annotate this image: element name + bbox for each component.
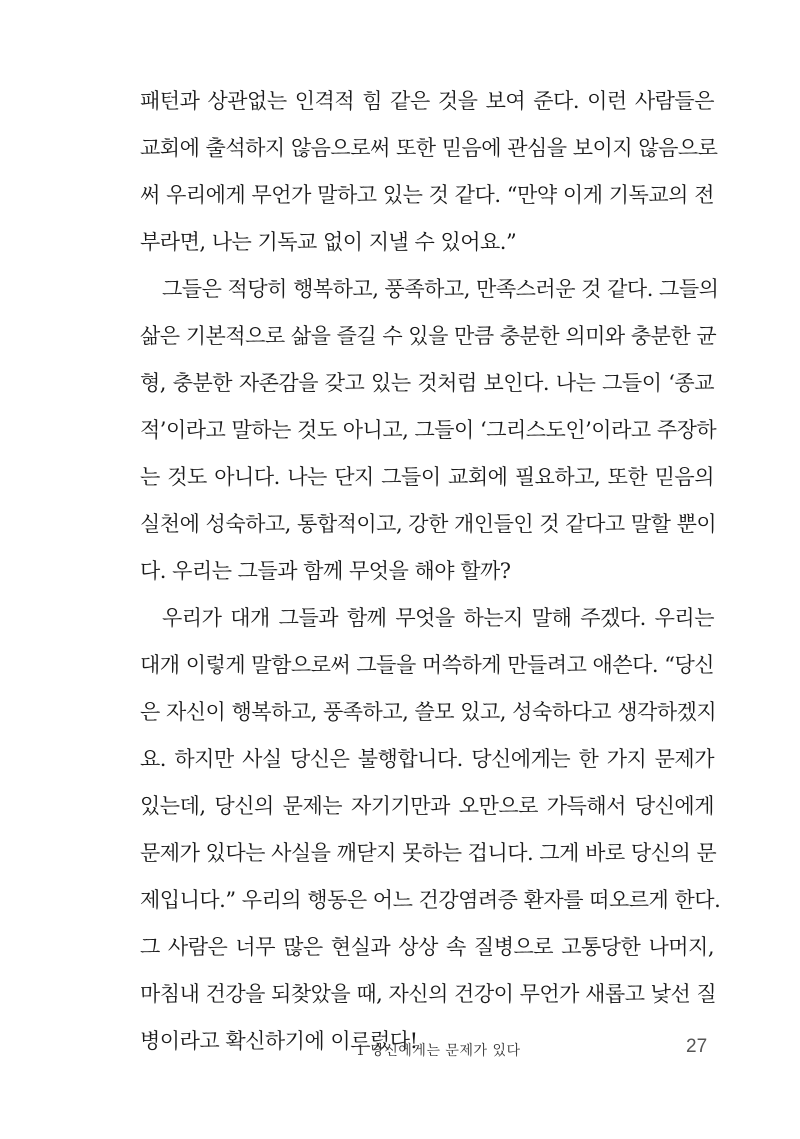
text-line: 실천에 성숙하고, 통합적이고, 강한 개인들인 것 같다고 말할 뿐이	[140, 512, 717, 536]
page-number: 27	[686, 1036, 708, 1057]
text-line: 마침내 건강을 되찾았을 때, 자신의 건강이 무언가 새롭고 낯선 질	[140, 982, 717, 1006]
text-line: 교회에 출석하지 않음으로써 또한 믿음에 관심을 보이지 않음으로	[140, 136, 718, 160]
text-line: 그 사람은 너무 많은 현실과 상상 속 질병으로 고통당한 나머지,	[140, 935, 714, 959]
text-line: 적’이라고 말하는 것도 아니고, 그들이 ‘그리스도인’이라고 주장하	[140, 418, 717, 442]
text-line: 은 자신이 행복하고, 풍족하고, 쓸모 있고, 성숙하다고 생각하겠지	[140, 700, 717, 724]
text-line: 써 우리에게 무언가 말하고 있는 것 같다. “만약 이게 기독교의 전	[140, 183, 714, 207]
text-line: 다. 우리는 그들과 함께 무엇을 해야 할까?	[140, 559, 511, 583]
text-line: 문제가 있다는 사실을 깨닫지 못하는 겁니다. 그게 바로 당신의 문	[140, 841, 717, 865]
text-line: 제입니다.” 우리의 행동은 어느 건강염려증 환자를 떠오르게 한다.	[140, 888, 721, 912]
text-line: 삶은 기본적으로 삶을 즐길 수 있을 만큼 충분한 의미와 충분한 균	[140, 324, 717, 348]
text-line: 는 것도 아니다. 나는 단지 그들이 교회에 필요하고, 또한 믿음의	[140, 465, 714, 489]
text-line: 병이라고 확신하기에 이르렀다!	[140, 1029, 418, 1053]
page-footer	[0, 1036, 800, 1064]
text-line: 부라면, 나는 기독교 없이 지낼 수 있어요.”	[140, 230, 517, 254]
text-line: 대개 이렇게 말함으로써 그들을 머쓱하게 만들려고 애쓴다. “당신	[140, 653, 715, 677]
text-line: 그들은 적당히 행복하고, 풍족하고, 만족스러운 것 같다. 그들의	[162, 277, 719, 301]
text-line: 우리가 대개 그들과 함께 무엇을 하는지 말해 주겠다. 우리는	[162, 606, 714, 630]
text-line: 형, 충분한 자존감을 갖고 있는 것처럼 보인다. 나는 그들이 ‘종교	[140, 371, 714, 395]
text-line: 요. 하지만 사실 당신은 불행합니다. 당신에게는 한 가지 문제가	[140, 747, 714, 771]
text-line: 패턴과 상관없는 인격적 힘 같은 것을 보여 준다. 이런 사람들은	[140, 89, 714, 113]
body-text	[140, 78, 721, 1065]
running-footer-chapter: 1 당신에게는 문제가 있다	[356, 1043, 521, 1059]
text-line: 있는데, 당신의 문제는 자기기만과 오만으로 가득해서 당신에게	[140, 794, 714, 818]
